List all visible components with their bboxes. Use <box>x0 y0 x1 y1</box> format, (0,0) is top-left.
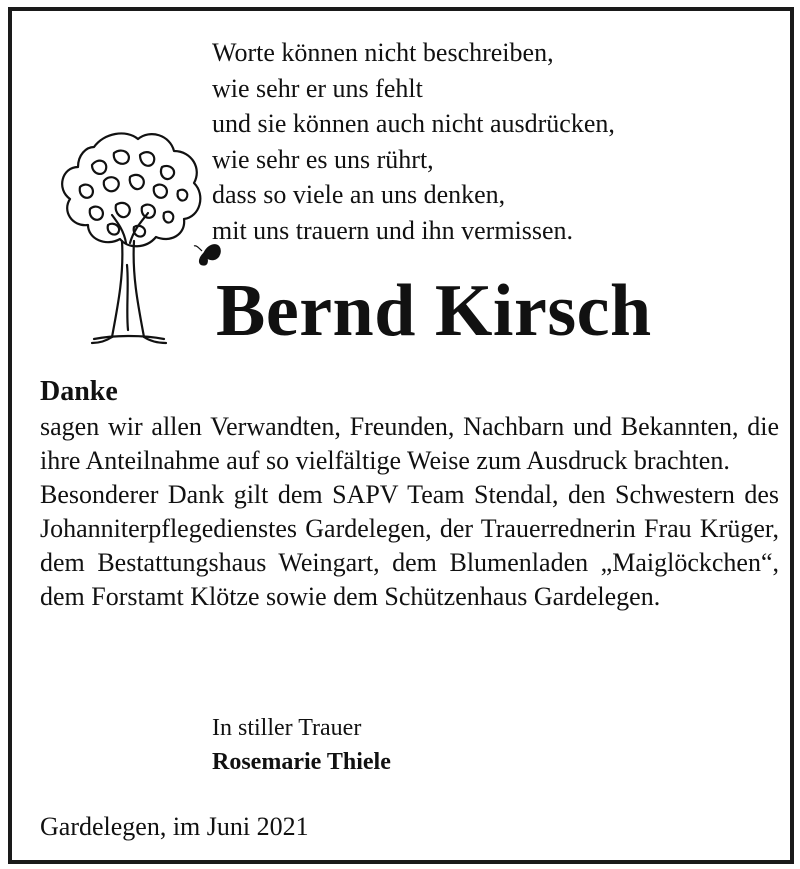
poem-line: und sie können auch nicht ausdrücken, <box>212 109 615 139</box>
place-and-date: Gardelegen, im Juni 2021 <box>40 812 309 841</box>
thanks-paragraph: sagen wir allen Verwandten, Freunden, Nachbarn und Bekannten, die ihre Anteilnahme auf so vielfältige Weise zum Ausdruck brachten. <box>40 412 779 475</box>
thanks-paragraph: Besonderer Dank gilt dem SAPV Team Stendal, den Schwestern des Johanniterpflegedienstes Gardelegen, der Trauerrednerin Frau Krüger, dem Bestattungshaus Weingart, dem Blumenladen „Maiglöckchen“, dem Forstamt Klötze sowie dem Schützenhaus Gardelegen. <box>40 480 779 611</box>
thanks-body <box>40 410 779 614</box>
tree-with-butterfly-icon <box>34 125 224 351</box>
poem <box>212 35 615 249</box>
poem-line: wie sehr er uns fehlt <box>212 73 423 103</box>
poem-line: wie sehr es uns rührt, <box>212 144 434 174</box>
signature-name: Rosemarie Thiele <box>212 749 391 775</box>
deceased-name: Bernd Kirsch <box>216 270 652 352</box>
poem-line: mit uns trauern und ihn vermissen. <box>212 215 574 245</box>
thanks-heading: Danke <box>40 376 118 407</box>
signature-line: In stiller Trauer <box>212 715 362 741</box>
poem-line: Worte können nicht beschreiben, <box>212 38 554 67</box>
poem-line: dass so viele an uns denken, <box>212 180 506 210</box>
obituary-frame <box>8 7 794 864</box>
